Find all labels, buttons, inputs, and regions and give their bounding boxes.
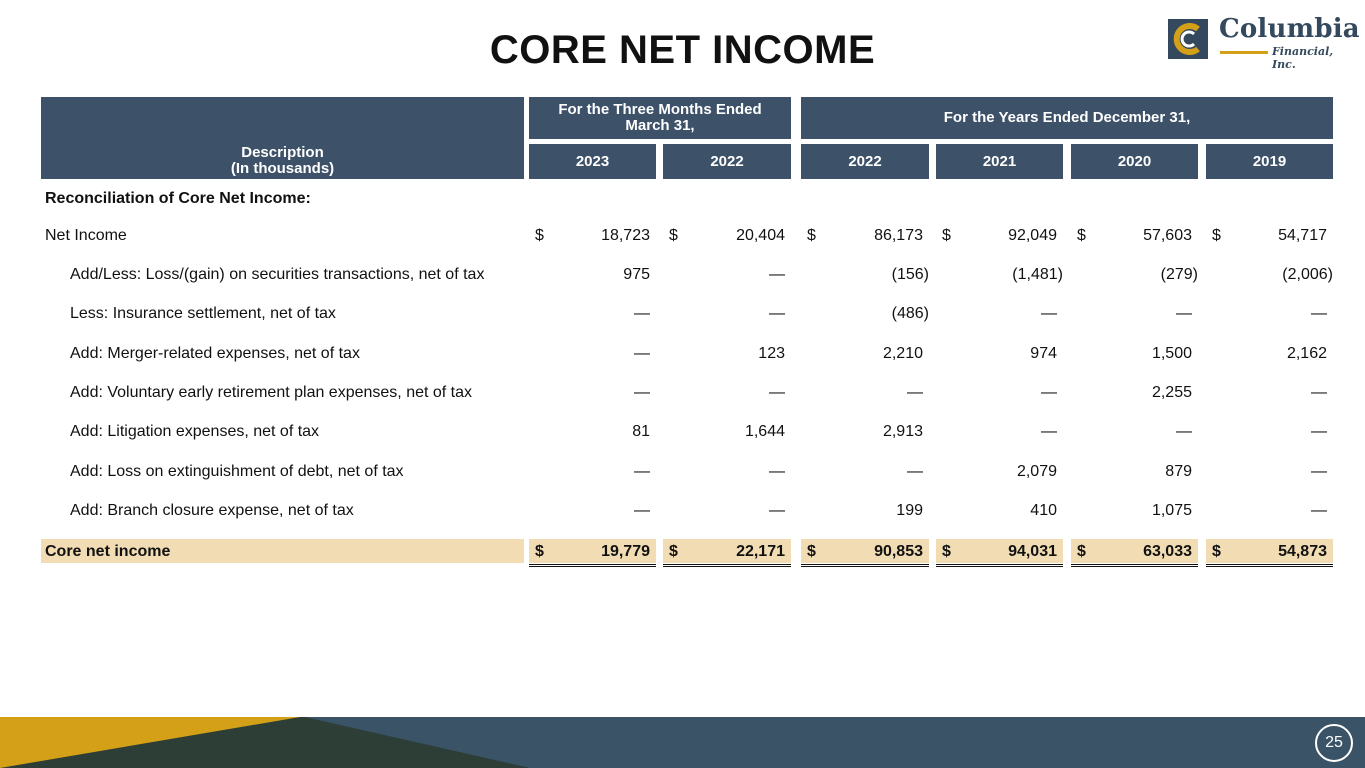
cell	[1206, 491, 1333, 530]
cell-value: —	[634, 383, 650, 401]
logo-name: Columbia	[1219, 14, 1360, 44]
table-row	[41, 373, 1333, 412]
header-description-line2: (In thousands)	[230, 160, 335, 177]
cell	[1206, 216, 1333, 255]
row-label: Less: Insurance settlement, net of tax	[70, 305, 336, 323]
cell	[936, 491, 1063, 530]
cell	[1206, 294, 1333, 333]
dollar-sign: $	[669, 227, 678, 244]
cell	[1071, 373, 1198, 412]
header-col-2020: 2020	[1071, 144, 1198, 179]
cell	[936, 255, 1063, 294]
cell-value: —	[1041, 305, 1057, 323]
cell-value: 86,173	[874, 227, 923, 244]
cell-value: —	[769, 462, 785, 480]
cell	[801, 373, 929, 412]
cell	[1206, 334, 1333, 373]
cell-value: 1,075	[1151, 501, 1192, 519]
total-cell	[663, 539, 791, 567]
header-description	[41, 97, 524, 179]
cell	[529, 255, 656, 294]
cell	[529, 216, 656, 255]
section-label: Reconciliation of Core Net Income:	[45, 190, 311, 207]
cell-value: —	[1311, 501, 1327, 519]
table-row-net-income	[41, 216, 1333, 255]
cell-value: 879	[1165, 462, 1192, 480]
cell-value: —	[634, 462, 650, 480]
company-logo	[1168, 14, 1360, 71]
cell	[529, 294, 656, 333]
cell-value: 975	[623, 266, 650, 283]
cell	[1071, 216, 1198, 255]
cell-value: 199	[896, 501, 923, 519]
cell-value: (2,006)	[1282, 266, 1333, 283]
header-group-three-months	[529, 97, 791, 139]
cell-value: —	[1311, 305, 1327, 323]
cell	[801, 216, 929, 255]
cell	[663, 216, 791, 255]
header-col-2019: 2019	[1206, 144, 1333, 179]
cell-value: —	[1311, 462, 1327, 480]
cell-value: —	[1176, 423, 1192, 441]
cell-value: —	[634, 344, 650, 362]
cell-value: 54,717	[1278, 227, 1327, 244]
dollar-sign: $	[1077, 543, 1086, 560]
dollar-sign: $	[1077, 227, 1086, 244]
dollar-sign: $	[1212, 543, 1221, 560]
cell	[1071, 412, 1198, 451]
cell-value: 410	[1030, 501, 1057, 519]
cell	[1206, 255, 1333, 294]
dollar-sign: $	[1212, 227, 1221, 244]
cell	[529, 412, 656, 451]
dollar-sign: $	[535, 543, 544, 560]
row-label: Add: Merger-related expenses, net of tax	[70, 344, 360, 362]
cell	[801, 334, 929, 373]
table-row	[41, 255, 1333, 294]
cell	[1206, 373, 1333, 412]
cell	[936, 216, 1063, 255]
cell-value: 19,779	[601, 543, 650, 560]
section-row	[41, 179, 1333, 218]
cell-value: 94,031	[1008, 543, 1057, 560]
table-row	[41, 334, 1333, 373]
cell-value: —	[769, 383, 785, 401]
page-number: 25	[1315, 724, 1353, 762]
header-description-line1: Description	[241, 144, 324, 161]
header-col-2022-q: 2022	[663, 144, 791, 179]
cell-value: —	[1041, 383, 1057, 401]
cell	[801, 294, 929, 333]
cell-value: (156)	[891, 266, 929, 283]
cell-value: —	[634, 501, 650, 519]
cell	[529, 334, 656, 373]
page-title: CORE NET INCOME	[489, 28, 876, 72]
cell-value: —	[1311, 423, 1327, 441]
dollar-sign: $	[535, 227, 544, 244]
cell-value: 1,644	[744, 423, 785, 441]
dollar-sign: $	[942, 543, 951, 560]
cell-value: 57,603	[1143, 227, 1192, 244]
header-group-years: For the Years Ended December 31,	[801, 97, 1333, 139]
cell-value: —	[769, 501, 785, 519]
row-label: Add/Less: Loss/(gain) on securities transactions, net of tax	[70, 266, 485, 283]
dollar-sign: $	[669, 543, 678, 560]
row-label: Add: Loss on extinguishment of debt, net of tax	[70, 462, 404, 480]
row-label: Add: Voluntary early retirement plan expenses, net of tax	[70, 383, 473, 401]
cell-value: 2,079	[1016, 462, 1057, 480]
logo-subtitle: Financial, Inc.	[1272, 45, 1334, 71]
cell	[663, 452, 791, 491]
cell	[529, 373, 656, 412]
cell-value: 81	[632, 423, 650, 441]
cell-value: (1,481)	[1012, 266, 1063, 283]
cell-value: 54,873	[1278, 543, 1327, 560]
cell	[663, 412, 791, 451]
cell	[1071, 452, 1198, 491]
header-group-three-months-line2: March 31,	[625, 117, 695, 134]
cell	[936, 373, 1063, 412]
cell	[801, 412, 929, 451]
cell-value: 18,723	[601, 227, 650, 244]
cell	[801, 255, 929, 294]
dollar-sign: $	[807, 227, 816, 244]
table-row	[41, 491, 1333, 530]
cell-value: 974	[1030, 344, 1057, 362]
cell-value: 2,162	[1286, 344, 1327, 362]
cell	[936, 334, 1063, 373]
cell	[936, 412, 1063, 451]
cell	[1071, 255, 1198, 294]
cell	[1071, 491, 1198, 530]
table-row	[41, 294, 1333, 333]
header-group-three-months-line1: For the Three Months Ended	[558, 101, 762, 118]
total-cell	[936, 539, 1063, 567]
cell-value: —	[769, 266, 785, 283]
dollar-sign: $	[942, 227, 951, 244]
cell	[663, 334, 791, 373]
cell-value: 20,404	[736, 227, 785, 244]
row-label: Add: Branch closure expense, net of tax	[70, 501, 354, 519]
cell-value: 92,049	[1008, 227, 1057, 244]
header-col-2021: 2021	[936, 144, 1063, 179]
cell	[1206, 452, 1333, 491]
cell-value: 90,853	[874, 543, 923, 560]
cell	[663, 373, 791, 412]
columbia-logo-icon	[1168, 19, 1208, 59]
cell	[663, 491, 791, 530]
cell	[1206, 412, 1333, 451]
cell-value: —	[769, 305, 785, 323]
cell	[663, 294, 791, 333]
total-label: Core net income	[45, 543, 171, 560]
table-row-core-net-income	[41, 531, 1333, 570]
total-cell	[801, 539, 929, 567]
cell-value: —	[634, 305, 650, 323]
cell	[936, 294, 1063, 333]
cell	[663, 255, 791, 294]
cell-value: 1,500	[1151, 344, 1192, 362]
cell-value: —	[907, 383, 923, 401]
footer-band	[0, 717, 1365, 768]
header-col-2023: 2023	[529, 144, 656, 179]
cell	[801, 491, 929, 530]
cell	[801, 452, 929, 491]
cell-value: 2,210	[882, 344, 923, 362]
cell	[1071, 334, 1198, 373]
cell	[529, 491, 656, 530]
table-row	[41, 412, 1333, 451]
cell-value: 2,255	[1151, 383, 1192, 401]
dollar-sign: $	[807, 543, 816, 560]
cell-value: —	[1041, 423, 1057, 441]
total-cell	[1206, 539, 1333, 567]
cell-value: (486)	[891, 305, 929, 323]
cell-value: —	[1176, 305, 1192, 323]
header-col-2022: 2022	[801, 144, 929, 179]
logo-rule	[1220, 51, 1268, 54]
cell-value: 2,913	[882, 423, 923, 441]
cell-value: (279)	[1160, 266, 1198, 283]
table-row	[41, 452, 1333, 491]
cell-value: —	[1311, 383, 1327, 401]
cell-value: 22,171	[736, 543, 785, 560]
total-cell	[1071, 539, 1198, 567]
cell-value: 63,033	[1143, 543, 1192, 560]
cell	[1071, 294, 1198, 333]
row-label: Add: Litigation expenses, net of tax	[70, 423, 320, 441]
cell-value: 123	[758, 344, 785, 362]
row-label: Net Income	[45, 227, 127, 244]
cell	[529, 452, 656, 491]
cell-value: —	[907, 462, 923, 480]
total-cell	[529, 539, 656, 567]
cell	[936, 452, 1063, 491]
